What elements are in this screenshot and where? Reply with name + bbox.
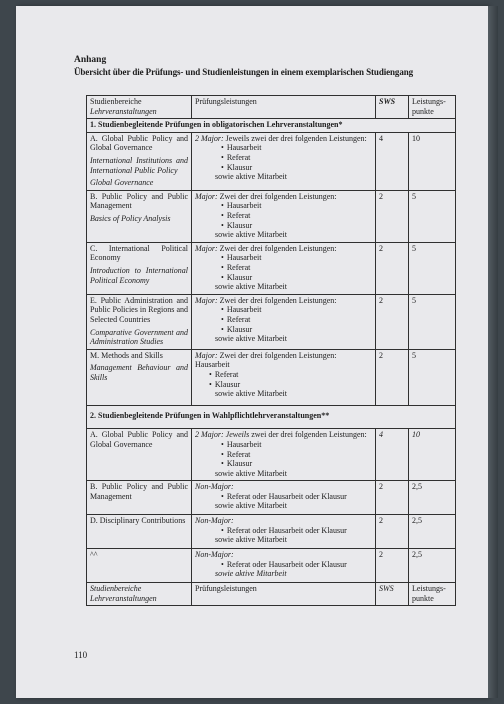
points-cell: 5 — [409, 190, 456, 242]
exam-overview-table — [86, 95, 456, 606]
exam-intro: Zwei der drei folgenden Leistungen: — [217, 295, 337, 305]
exam-intro-em: Major: — [195, 295, 218, 305]
footer-area-line1: Studienbereiche — [90, 584, 142, 594]
area-label: C. International Political Economy — [90, 243, 188, 263]
area-label: B. Public Policy and Public Management — [90, 482, 188, 501]
list-item: • Referat oder Hausarbeit oder Klausur — [195, 560, 372, 570]
area-cell — [87, 481, 192, 515]
page-edge — [488, 6, 498, 698]
list-item: • Referat — [195, 450, 372, 460]
exam-intro-em: Major: — [195, 350, 218, 360]
exam-intro: zwei der drei folgenden Leistungen: — [249, 430, 367, 440]
area-cell — [87, 429, 192, 481]
course-label: Introduction to International Political Economy — [90, 265, 188, 285]
exam-cell — [192, 242, 376, 294]
exam-cell — [192, 190, 376, 242]
area-cell — [87, 349, 192, 405]
list-item: • Hausarbeit — [195, 253, 372, 263]
appendix-heading: Anhang — [74, 55, 107, 65]
exam-intro-em: Major: — [195, 243, 218, 253]
footer-points-line1: Leistungs- — [412, 584, 446, 594]
area-label: ^^ — [90, 550, 98, 560]
header-area-line1: Studienbereiche — [90, 97, 142, 106]
list-item: • Klausur — [195, 163, 372, 173]
overview-heading: Übersicht über die Prüfungs- und Studienleistungen in einem exemplarischen Studiengang — [74, 67, 414, 77]
list-item: • Referat — [195, 211, 372, 221]
table-row — [87, 349, 456, 405]
area-cell — [87, 549, 192, 583]
sws-cell: 2 — [376, 349, 409, 405]
table-footer-row — [87, 583, 456, 606]
points-cell: 10 — [409, 132, 456, 190]
points-cell: 2,5 — [409, 549, 456, 583]
footer-points — [409, 583, 456, 606]
list-item: • Referat oder Hausarbeit oder Klausur — [195, 492, 372, 502]
area-cell — [87, 294, 192, 349]
area-label: A. Global Public Policy and Global Governance — [90, 133, 188, 153]
header-area-line2: Lehrveranstaltungen — [90, 106, 157, 116]
list-item: • Klausur — [195, 325, 372, 335]
exam-intro-em: Major: — [195, 191, 218, 201]
page-number: 110 — [74, 650, 88, 660]
exam-extra: sowie aktive Mitarbeit — [215, 334, 287, 344]
exam-intro: Non-Major: — [195, 482, 234, 492]
area-cell — [87, 515, 192, 549]
area-cell — [87, 132, 192, 190]
points-cell: 5 — [409, 242, 456, 294]
course-label: Management Behaviour and Skills — [90, 363, 188, 382]
table-row — [87, 242, 456, 294]
exam-extra: sowie aktive Mitarbeit — [215, 389, 287, 399]
area-label: A. Global Public Policy and Global Governance — [90, 430, 188, 449]
footer-exams: Prüfungsleistungen — [192, 583, 376, 606]
list-item: • Klausur — [195, 221, 372, 231]
points-cell: 10 — [409, 429, 456, 481]
list-item: • Klausur — [195, 273, 372, 283]
header-sws: SWS — [376, 96, 409, 119]
list-item: • Hausarbeit — [195, 305, 372, 315]
table-header-row — [87, 96, 456, 119]
points-cell: 2,5 — [409, 515, 456, 549]
points-cell: 5 — [409, 349, 456, 405]
list-item: • Referat oder Hausarbeit oder Klausur — [195, 526, 372, 536]
section-title: 2. Studienbegleitende Prüfungen in Wahlpflichtlehrveranstaltungen** — [87, 405, 456, 429]
area-cell — [87, 242, 192, 294]
area-cell — [87, 190, 192, 242]
area-label: E. Public Administration and Public Policies in Regions and Selected Countries — [90, 295, 188, 324]
points-cell: 2,5 — [409, 481, 456, 515]
exam-extra: sowie aktive Mitarbeit — [215, 501, 287, 511]
course-label: Comparative Government and Administration Studies — [90, 327, 188, 347]
list-item: • Hausarbeit — [195, 201, 372, 211]
exam-cell — [192, 515, 376, 549]
list-item: • Referat — [195, 153, 372, 163]
list-item: • Klausur — [195, 459, 372, 469]
exam-intro-em: 2 Major: — [195, 133, 224, 143]
list-item: • Referat — [195, 370, 372, 380]
exam-line: Hausarbeit — [195, 360, 230, 370]
header-points — [409, 96, 456, 119]
list-item: • Referat — [195, 263, 372, 273]
list-item: • Referat — [195, 315, 372, 325]
exam-cell — [192, 549, 376, 583]
exam-extra: sowie aktive Mitarbeit — [215, 172, 287, 182]
exam-cell — [192, 429, 376, 481]
sws-cell: 2 — [376, 190, 409, 242]
header-area — [87, 96, 192, 119]
exam-intro-em: 2 Major: Jeweils — [195, 430, 250, 440]
section-row — [87, 119, 456, 133]
area-label: B. Public Policy and Public Management — [90, 191, 188, 211]
table-row — [87, 481, 456, 515]
sws-cell: 2 — [376, 549, 409, 583]
sws-cell: 4 — [376, 429, 409, 481]
list-item: • Klausur — [195, 380, 372, 390]
sws-cell: 2 — [376, 481, 409, 515]
exam-cell — [192, 481, 376, 515]
exam-cell — [192, 294, 376, 349]
exam-intro: Zwei der drei folgenden Leistungen: — [217, 350, 337, 360]
table-row — [87, 294, 456, 349]
table-row — [87, 549, 456, 583]
footer-points-line2: punkte — [412, 593, 434, 603]
exam-intro: Jeweils zwei der drei folgenden Leistungen: — [223, 133, 367, 143]
table-row — [87, 190, 456, 242]
exam-intro: Non-Major: — [195, 516, 234, 526]
exam-extra: sowie aktive Mitarbeit — [215, 282, 287, 292]
exam-cell — [192, 132, 376, 190]
exam-extra: sowie aktive Mitarbeit — [215, 535, 287, 545]
course-label: Basics of Policy Analysis — [90, 213, 171, 223]
table-row — [87, 429, 456, 481]
sws-cell: 2 — [376, 242, 409, 294]
area-label: M. Methods and Skills — [90, 350, 163, 360]
exam-extra: sowie aktive Mitarbeit — [215, 468, 287, 478]
section-row — [87, 405, 456, 429]
list-item: • Hausarbeit — [195, 143, 372, 153]
sws-cell: 2 — [376, 294, 409, 349]
course-label: Global Governance — [90, 178, 154, 188]
sws-cell: 2 — [376, 515, 409, 549]
exam-intro: Zwei der drei folgenden Leistungen: — [217, 243, 337, 253]
footer-area-line2: Lehrveranstaltungen — [90, 593, 157, 603]
exam-intro: Non-Major: — [195, 550, 234, 560]
area-label: D. Disciplinary Contributions — [90, 516, 186, 526]
table-row — [87, 515, 456, 549]
exam-cell — [192, 349, 376, 405]
header-points-line2: punkte — [412, 106, 434, 116]
exam-intro: Zwei der drei folgenden Leistungen: — [217, 191, 337, 201]
section-title: 1. Studienbegleitende Prüfungen in obligatorischen Lehrveranstaltungen* — [87, 119, 456, 133]
sws-cell: 4 — [376, 132, 409, 190]
table-row — [87, 132, 456, 190]
exam-extra: sowie aktive Mitarbeit — [215, 230, 287, 240]
header-points-line1: Leistungs- — [412, 97, 446, 106]
points-cell: 5 — [409, 294, 456, 349]
course-label: International Institutions and International Public Policy — [90, 155, 188, 175]
list-item: • Hausarbeit — [195, 440, 372, 450]
exam-extra: sowie aktive Mitarbeit — [215, 569, 287, 579]
header-exams: Prüfungsleistungen — [192, 96, 376, 119]
footer-area — [87, 583, 192, 606]
footer-sws: SWS — [376, 583, 409, 606]
